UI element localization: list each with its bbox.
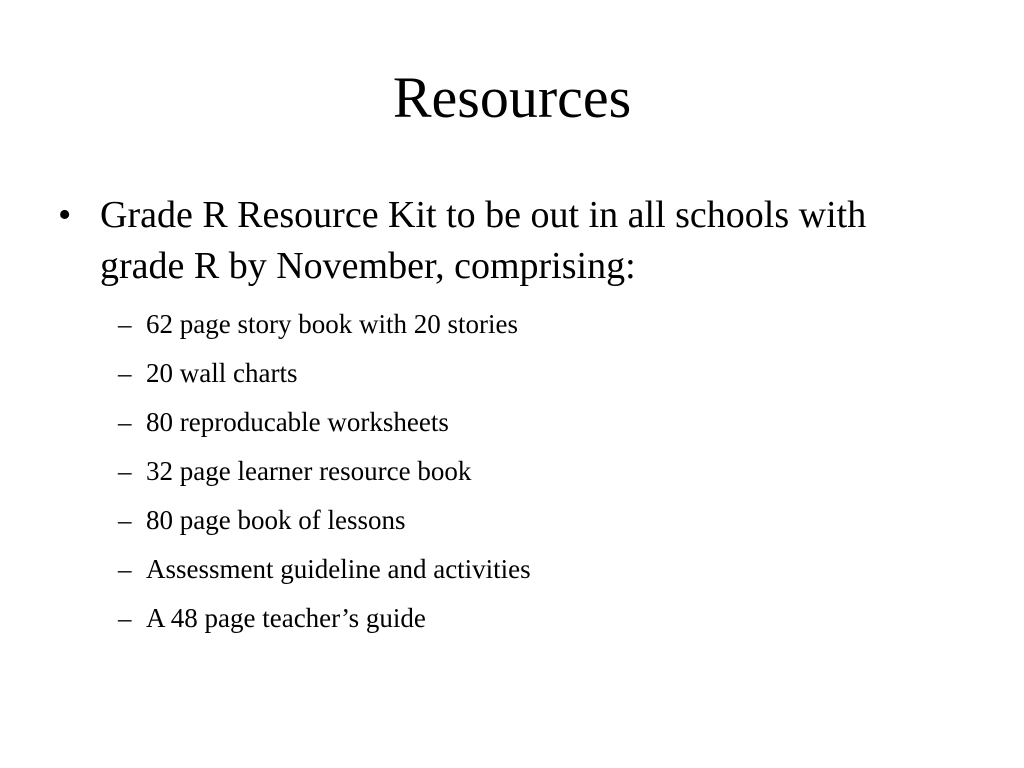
dash-marker: –	[118, 603, 132, 633]
sub-bullet-list	[58, 300, 958, 643]
dash-marker: –	[118, 309, 132, 339]
dash-marker: –	[118, 407, 132, 437]
sub-bullet-item	[58, 447, 958, 496]
sub-bullet-text: Assessment guideline and activities	[146, 554, 531, 584]
sub-bullet-item	[58, 349, 958, 398]
bullet-marker: •	[58, 194, 72, 236]
slide-title: Resources	[392, 65, 632, 130]
sub-bullet-item	[58, 545, 958, 594]
main-bullet-text: Grade R Resource Kit to be out in all schools with grade R by November, comprising:	[100, 194, 867, 287]
sub-bullet-text: 80 page book of lessons	[146, 505, 406, 535]
main-bullet	[58, 190, 958, 292]
sub-bullet-item	[58, 300, 958, 349]
sub-bullet-item	[58, 496, 958, 545]
dash-marker: –	[118, 456, 132, 486]
sub-bullet-text: A 48 page teacher’s guide	[146, 603, 426, 633]
dash-marker: –	[118, 554, 132, 584]
sub-bullet-item	[58, 594, 958, 643]
sub-bullet-text: 80 reproducable worksheets	[146, 407, 449, 437]
slide-content	[58, 190, 958, 643]
dash-marker: –	[118, 358, 132, 388]
sub-bullet-text: 62 page story book with 20 stories	[146, 309, 518, 339]
sub-bullet-text: 32 page learner resource book	[146, 456, 472, 486]
dash-marker: –	[118, 505, 132, 535]
sub-bullet-text: 20 wall charts	[146, 358, 298, 388]
sub-bullet-item	[58, 398, 958, 447]
